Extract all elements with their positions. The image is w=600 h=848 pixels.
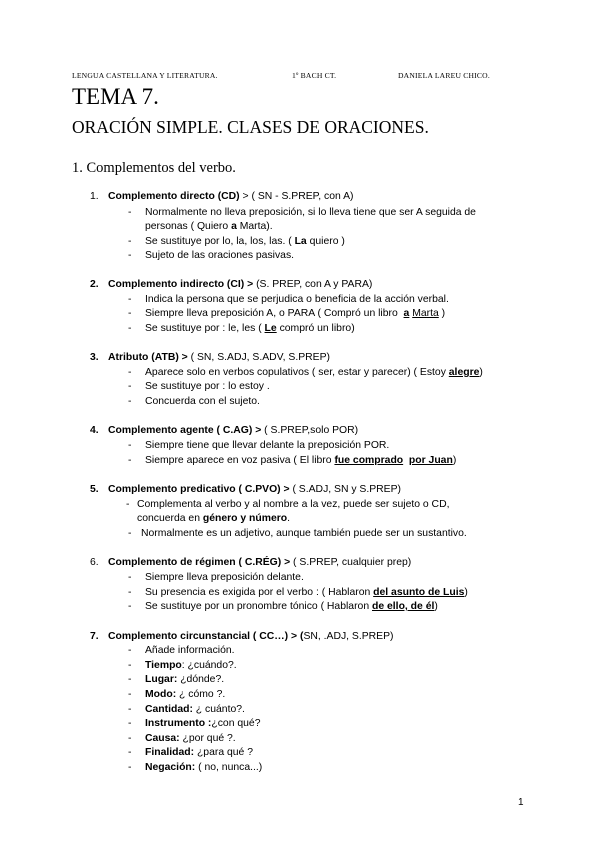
- item-5-heading-bold: Complemento predicativo ( C.PVO) >: [108, 484, 290, 495]
- bullet-dash: -: [128, 718, 132, 729]
- item-3-number: 3.: [90, 352, 99, 363]
- item-5-heading: [108, 483, 401, 497]
- item-2-point-1: Indica la persona que se perjudica o beneficia de la acción verbal.: [145, 294, 449, 305]
- item-5-point-3: Normalmente es un adjetivo, aunque también puede ser un sustantivo.: [141, 528, 467, 539]
- bullet-dash: -: [128, 323, 132, 334]
- item-1-point-1-cont: personas ( Quiero a Marta).: [145, 221, 273, 232]
- item-2-number: 2.: [90, 279, 99, 290]
- item-4-point-1: Siempre tiene que llevar delante la preposición POR.: [145, 440, 390, 451]
- item-2-point-3: Se sustituye por : le, les ( Le compró un libro): [145, 323, 355, 334]
- item-6-number: 6.: [90, 557, 99, 568]
- bullet-dash: -: [128, 440, 132, 451]
- item-3-heading-bold: Atributo (ATB) >: [108, 352, 188, 363]
- bullet-dash: -: [128, 250, 132, 261]
- item-2-point-2: Siempre lleva preposición A, o PARA ( Compró un libro a Marta ): [145, 308, 446, 319]
- item-7-heading: [108, 630, 394, 644]
- bullet-dash: -: [128, 572, 132, 583]
- item-6-point-3: Se sustituye por un pronombre tónico ( Hablaron de ello, de él): [145, 601, 438, 612]
- bullet-dash: -: [128, 528, 132, 539]
- bullet-dash: -: [128, 704, 132, 715]
- bullet-dash: -: [128, 455, 132, 466]
- item-3-point-1: Aparece solo en verbos copulativos ( ser, estar y parecer) ( Estoy alegre): [145, 367, 483, 378]
- bullet-dash: -: [128, 601, 132, 612]
- item-2-heading-bold: Complemento indirecto (CI) >: [108, 279, 254, 290]
- item-7-point-8: Finalidad: ¿para qué ?: [145, 747, 253, 758]
- page-number: 1: [518, 797, 524, 808]
- item-5-number: 5.: [90, 484, 99, 495]
- bullet-dash: -: [128, 396, 132, 407]
- item-7-point-6: Instrumento :¿con qué?: [145, 718, 261, 729]
- bullet-dash: -: [128, 689, 132, 700]
- item-7-point-3: Lugar: ¿dónde?.: [145, 674, 225, 685]
- bullet-dash: -: [128, 645, 132, 656]
- bullet-dash: -: [128, 367, 132, 378]
- item-4-point-2: Siempre aparece en voz pasiva ( El libro fue comprado por Juan): [145, 455, 457, 466]
- page-header: [72, 71, 532, 83]
- item-7-number: 7.: [90, 631, 99, 642]
- item-5-heading-rest: ( S.ADJ, SN y S.PREP): [289, 484, 402, 495]
- item-1-point-4: Sujeto de las oraciones pasivas.: [145, 250, 295, 261]
- item-6-point-1: Siempre lleva preposición delante.: [145, 572, 304, 583]
- bullet-dash: -: [126, 499, 130, 510]
- item-1-number: 1.: [90, 191, 99, 202]
- page-title: TEMA 7.: [72, 84, 159, 109]
- bullet-dash: -: [128, 381, 132, 392]
- bullet-dash: -: [128, 674, 132, 685]
- item-3-point-3: Concuerda con el sujeto.: [145, 396, 260, 407]
- item-5-point-1: Complementa al verbo y al nombre a la vez, puede ser sujeto o CD,: [137, 499, 450, 510]
- item-7-point-7: Causa: ¿por qué ?.: [145, 733, 236, 744]
- item-3-heading: [108, 351, 330, 365]
- item-7-heading-bold: Complemento circunstancial ( CC…) > (: [108, 631, 304, 642]
- page-subtitle: ORACIÓN SIMPLE. CLASES DE ORACIONES.: [72, 117, 429, 137]
- item-7-point-5: Cantidad: ¿ cuánto?.: [145, 704, 245, 715]
- section-heading: 1. Complementos del verbo.: [72, 160, 236, 176]
- item-6-heading-rest: ( S.PREP, cualquier prep): [290, 557, 412, 568]
- item-7-point-9: Negación: ( no, nunca...): [145, 762, 263, 773]
- item-4-number: 4.: [90, 425, 99, 436]
- item-2-heading-rest: (S. PREP, con A y PARA): [253, 279, 373, 290]
- item-1-point-1: Normalmente no lleva preposición, si lo lleva tiene que ser A seguida de: [145, 207, 476, 218]
- item-1-heading: [108, 190, 353, 204]
- bullet-dash: -: [128, 747, 132, 758]
- bullet-dash: -: [128, 207, 132, 218]
- bullet-dash: -: [128, 660, 132, 671]
- bullet-dash: -: [128, 587, 132, 598]
- item-7-point-2: Tiempo: ¿cuándo?.: [145, 660, 237, 671]
- bullet-dash: -: [128, 762, 132, 773]
- bullet-dash: -: [128, 294, 132, 305]
- item-2-heading: [108, 278, 372, 292]
- item-7-heading-rest: SN, .ADJ, S.PREP): [303, 631, 394, 642]
- item-6-heading: [108, 556, 411, 570]
- item-7-point-4: Modo: ¿ cómo ?.: [145, 689, 226, 700]
- item-1-heading-rest: > ( SN - S.PREP, con A): [239, 191, 354, 202]
- item-1-point-3: Se sustituye por lo, la, los, las. ( La quiero ): [145, 236, 345, 247]
- item-6-heading-bold: Complemento de régimen ( C.RÉG) >: [108, 557, 291, 568]
- header-author: DANIELA LAREU CHICO.: [398, 71, 490, 80]
- item-3-heading-rest: ( SN, S.ADJ, S.ADV, S.PREP): [187, 352, 330, 363]
- item-5-point-1-cont: concuerda en género y número.: [137, 513, 291, 524]
- bullet-dash: -: [128, 308, 132, 319]
- item-4-heading-bold: Complemento agente ( C.AG) >: [108, 425, 262, 436]
- item-7-point-1: Añade información.: [145, 645, 235, 656]
- item-4-heading: [108, 424, 358, 438]
- bullet-dash: -: [128, 733, 132, 744]
- item-3-point-2: Se sustituye por : lo estoy .: [145, 381, 270, 392]
- item-6-point-2: Su presencia es exigida por el verbo : ( Hablaron del asunto de Luis): [145, 587, 468, 598]
- item-4-heading-rest: ( S.PREP,solo POR): [261, 425, 359, 436]
- header-course: 1º BACH CT.: [292, 71, 337, 80]
- bullet-dash: -: [128, 236, 132, 247]
- item-1-heading-bold: Complemento directo (CD): [108, 191, 240, 202]
- header-subject: LENGUA CASTELLANA Y LITERATURA.: [72, 71, 218, 80]
